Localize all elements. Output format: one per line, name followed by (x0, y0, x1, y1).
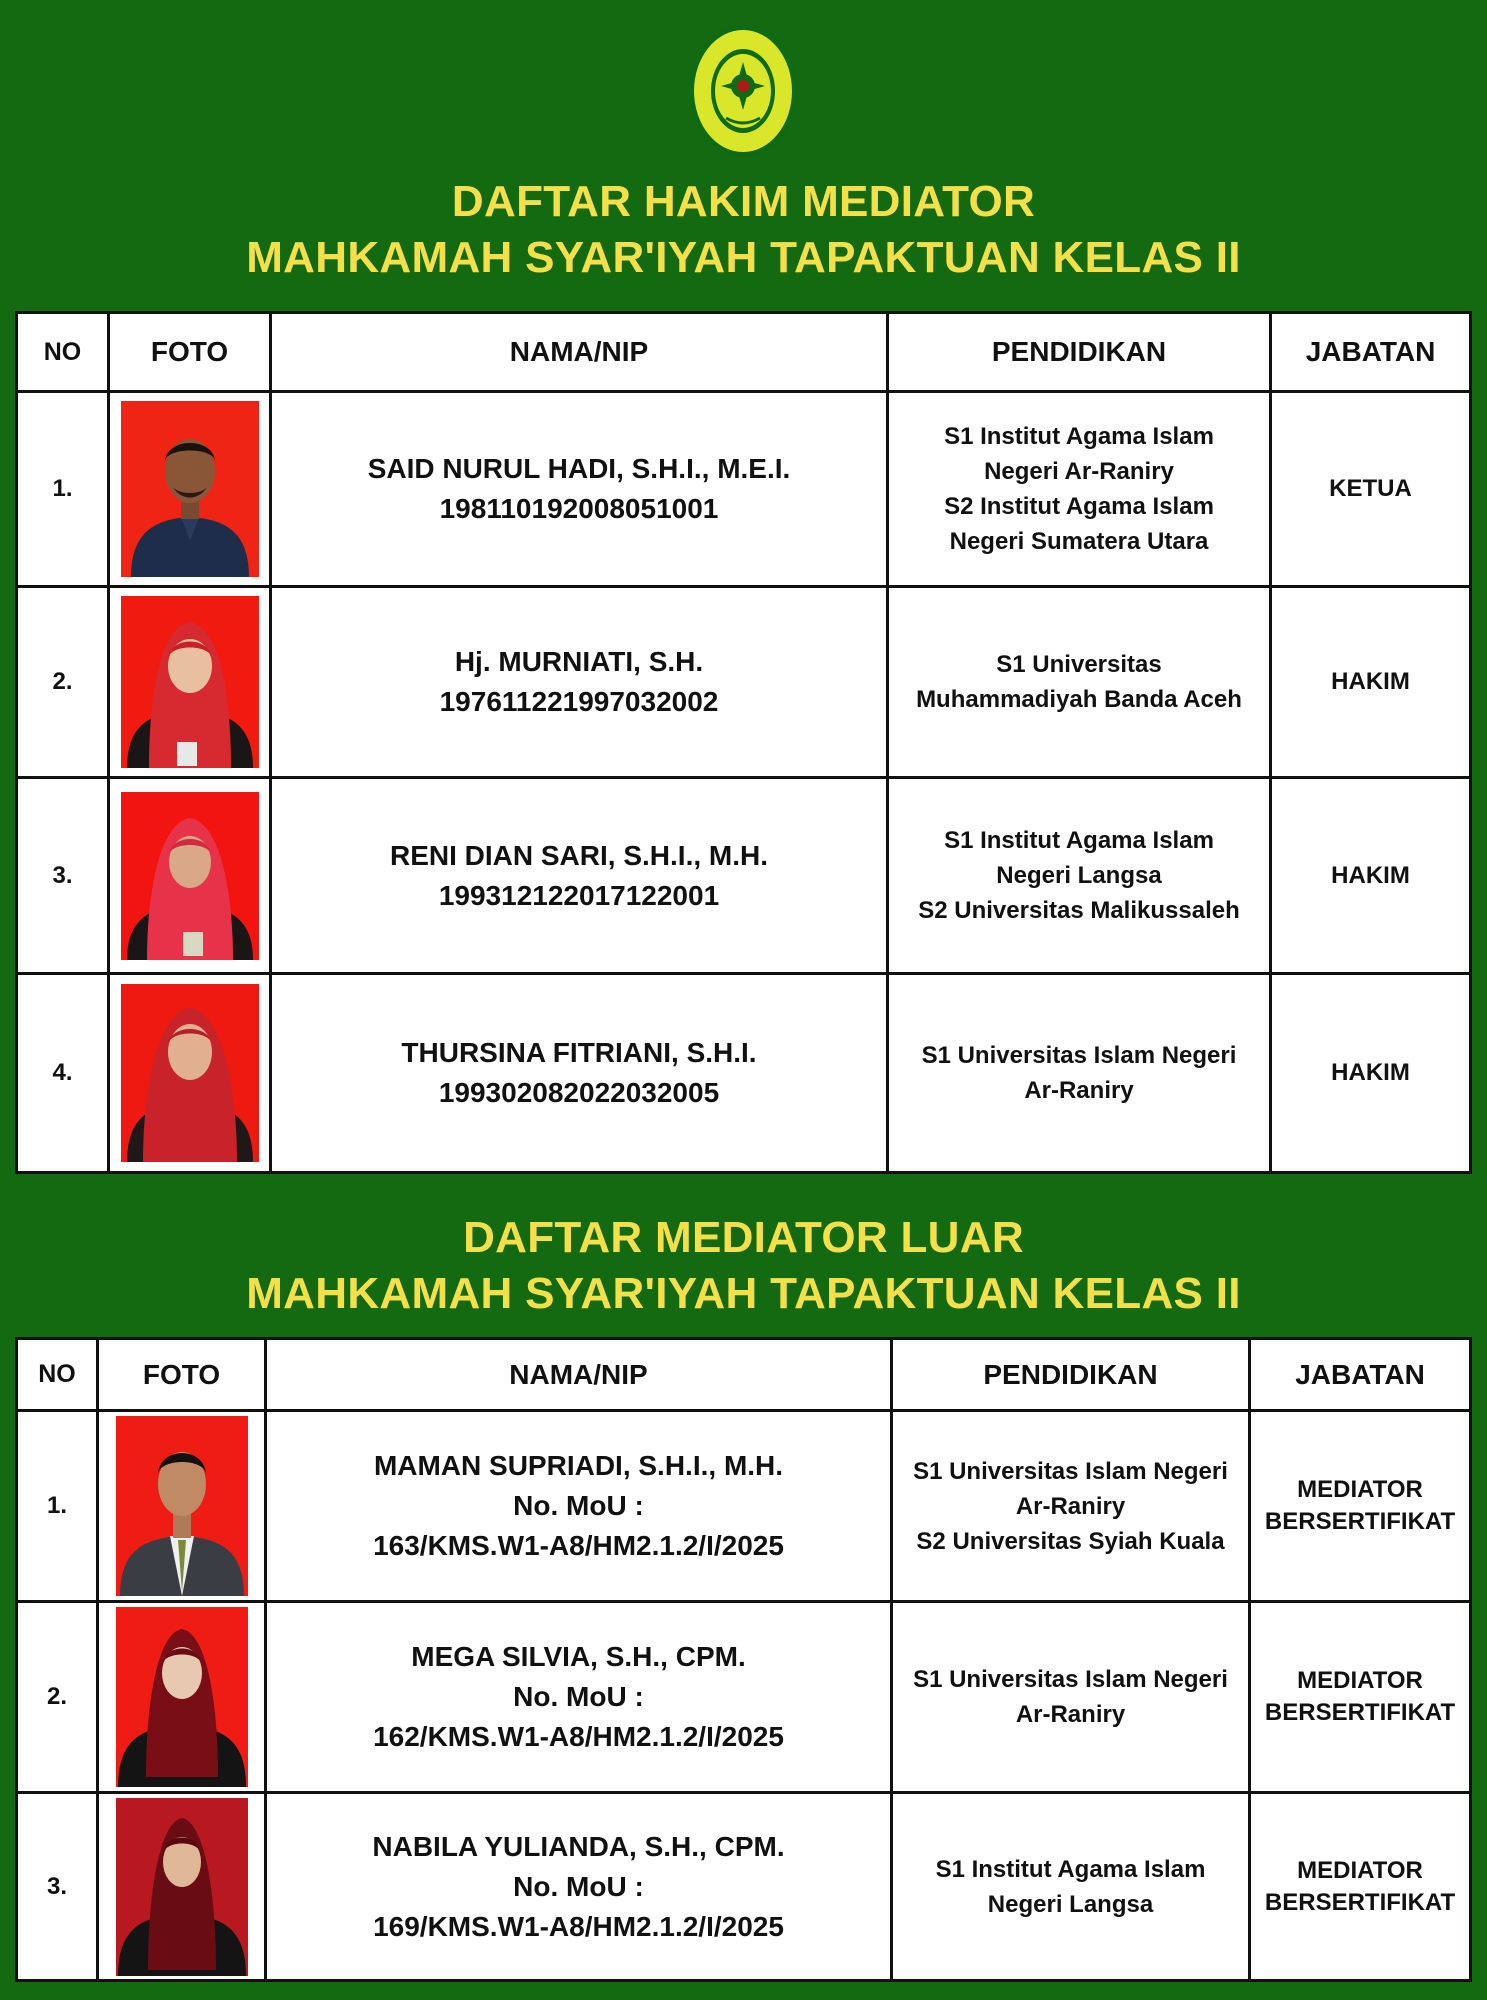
position-line: MEDIATOR (1297, 1476, 1423, 1503)
name-cell (271, 392, 888, 587)
person-photo (121, 401, 259, 577)
position-cell: HAKIM (1271, 974, 1471, 1173)
mou-label: No. MoU : (513, 1681, 644, 1712)
header-pendidikan: PENDIDIKAN (892, 1339, 1250, 1411)
header-nama: NAMA/NIP (266, 1339, 892, 1411)
education-cell (888, 587, 1271, 778)
mou-label: No. MoU : (513, 1870, 644, 1902)
education-line: S1 Universitas Islam Negeri (913, 1666, 1228, 1693)
row-number: 1. (17, 1411, 98, 1602)
court-emblem-icon (686, 22, 800, 160)
row-number: 1. (17, 392, 109, 587)
education-line: Ar-Raniry (1024, 1077, 1134, 1104)
row-number: 2. (17, 587, 109, 778)
photo-cell (109, 392, 271, 587)
table-row (17, 392, 1471, 587)
education-cell (892, 1411, 1250, 1602)
position-cell: HAKIM (1271, 778, 1471, 974)
hakim-mediator-table (15, 311, 1472, 1174)
table-header-row (17, 313, 1471, 392)
row-number: 3. (17, 778, 109, 974)
education-line: Muhammadiyah Banda Aceh (916, 686, 1242, 713)
header-nama: NAMA/NIP (271, 313, 888, 392)
person-photo (121, 792, 259, 960)
person-photo (121, 984, 259, 1162)
person-name: Hj. MURNIATI, S.H. (454, 646, 704, 677)
education-cell (888, 974, 1271, 1173)
position-cell (1250, 1793, 1471, 1981)
section1-title-line2: MAHKAMAH SYAR'IYAH TAPAKTUAN KELAS II (246, 233, 1241, 282)
education-line: Ar-Raniry (1015, 1492, 1126, 1520)
education-line: S2 Universitas Syiah Kuala (916, 1527, 1225, 1555)
table-row (17, 974, 1471, 1173)
section1-title (0, 174, 1487, 286)
education-line: Negeri Ar-Raniry (984, 458, 1174, 485)
mou-number: 162/KMS.W1-A8/HM2.1.2/I/2025 (373, 1721, 784, 1752)
section2-title-line2: MAHKAMAH SYAR'IYAH TAPAKTUAN KELAS II (246, 1269, 1241, 1318)
education-line: S1 Universitas Islam Negeri (921, 1042, 1237, 1069)
name-cell (266, 1411, 892, 1602)
header-pendidikan: PENDIDIKAN (888, 313, 1271, 392)
table-row (17, 1411, 1471, 1602)
position-line: BERSERTIFIKAT (1264, 1888, 1456, 1916)
photo-cell (98, 1411, 266, 1602)
person-name: RENI DIAN SARI, S.H.I., M.H. (389, 839, 769, 871)
person-photo (116, 1607, 248, 1787)
person-name: THURSINA FITRIANI, S.H.I. (401, 1037, 757, 1068)
education-line: S1 Universitas (996, 651, 1162, 678)
person-name: MAMAN SUPRIADI, S.H.I., M.H. (373, 1450, 784, 1481)
table-row (17, 778, 1471, 974)
name-cell (271, 587, 888, 778)
row-number: 2. (17, 1602, 98, 1793)
header-no: NO (17, 313, 109, 392)
person-nip: 199312122017122001 (438, 879, 720, 911)
table-row (17, 587, 1471, 778)
mou-label: No. MoU : (513, 1490, 644, 1521)
education-line: S1 Institut Agama Islam (944, 827, 1214, 854)
section1-title-line1: DAFTAR HAKIM MEDIATOR (451, 177, 1036, 226)
education-cell (892, 1793, 1250, 1981)
header-foto: FOTO (98, 1339, 266, 1411)
table-header-row (17, 1339, 1471, 1411)
position-line: MEDIATOR (1297, 1667, 1423, 1694)
table-row (17, 1602, 1471, 1793)
header-no: NO (17, 1339, 98, 1411)
photo-cell (98, 1793, 266, 1981)
education-line: Negeri Langsa (996, 862, 1162, 889)
person-photo (116, 1416, 248, 1596)
mou-number: 169/KMS.W1-A8/HM2.1.2/I/2025 (373, 1910, 784, 1942)
position-line: BERSERTIFIKAT (1264, 1699, 1456, 1726)
education-line: S2 Institut Agama Islam (944, 493, 1214, 520)
section2-title (0, 1210, 1487, 1322)
education-line: S1 Universitas Islam Negeri (913, 1457, 1228, 1485)
row-number: 4. (17, 974, 109, 1173)
education-cell (888, 392, 1271, 587)
person-nip: 198110192008051001 (439, 493, 719, 524)
photo-cell (109, 974, 271, 1173)
person-name: SAID NURUL HADI, S.H.I., M.E.I. (367, 453, 791, 484)
education-line: S2 Universitas Malikussaleh (918, 897, 1240, 924)
person-photo (116, 1798, 248, 1976)
education-line: Negeri Sumatera Utara (949, 528, 1209, 555)
person-name: NABILA YULIANDA, S.H., CPM. (372, 1830, 785, 1862)
education-cell (892, 1602, 1250, 1793)
name-cell (271, 974, 888, 1173)
table-row (17, 1793, 1471, 1981)
position-cell: HAKIM (1271, 587, 1471, 778)
position-line: MEDIATOR (1297, 1856, 1423, 1884)
header-jabatan: JABATAN (1250, 1339, 1471, 1411)
photo-cell (109, 587, 271, 778)
header-jabatan: JABATAN (1271, 313, 1471, 392)
row-number: 3. (17, 1793, 98, 1981)
person-nip: 197611221997032002 (439, 686, 719, 717)
education-line: S1 Institut Agama Islam (944, 423, 1214, 450)
education-cell (888, 778, 1271, 974)
name-cell (271, 778, 888, 974)
position-cell (1250, 1411, 1471, 1602)
education-line: Ar-Raniry (1015, 1701, 1126, 1728)
name-cell (266, 1793, 892, 1981)
position-cell (1250, 1602, 1471, 1793)
position-cell: KETUA (1271, 392, 1471, 587)
mou-number: 163/KMS.W1-A8/HM2.1.2/I/2025 (373, 1530, 784, 1561)
section2-title-line1: DAFTAR MEDIATOR LUAR (463, 1213, 1024, 1262)
mediator-luar-table (15, 1337, 1472, 1982)
person-nip: 199302082022032005 (438, 1077, 720, 1108)
photo-cell (109, 778, 271, 974)
education-line: Negeri Langsa (987, 1890, 1154, 1918)
education-line: S1 Institut Agama Islam (935, 1855, 1206, 1883)
name-cell (266, 1602, 892, 1793)
photo-cell (98, 1602, 266, 1793)
header-foto: FOTO (109, 313, 271, 392)
person-photo (121, 596, 259, 768)
person-name: MEGA SILVIA, S.H., CPM. (411, 1641, 746, 1672)
position-line: BERSERTIFIKAT (1264, 1508, 1456, 1535)
